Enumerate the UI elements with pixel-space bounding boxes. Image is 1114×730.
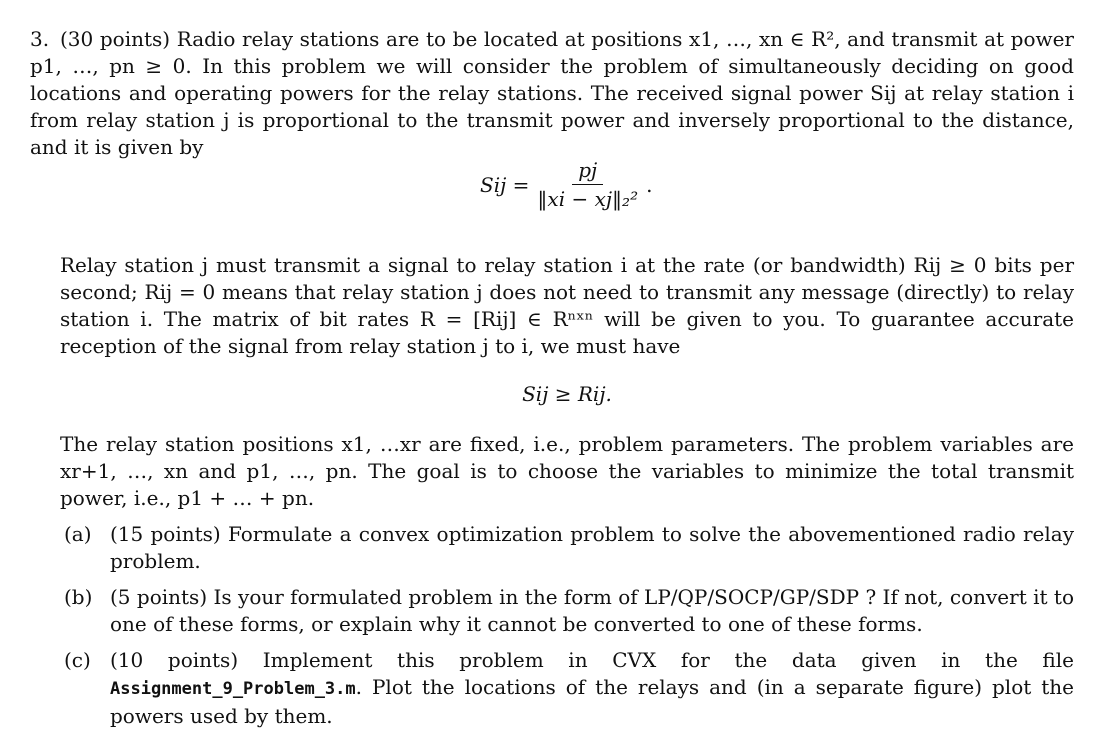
intro-text: (30 points) Radio relay stations are to be located at positions x1, …, xn ∈ R², and transmit at power p1, …, pn ≥ 0. In this problem we will consider the problem of simultaneously deciding on good locations and operating powers for the relay stations. The received signal power Sij at relay station i from relay station j is proportional to the transmit power and inversely proportional to the distance, and it is given by xyxy=(30,27,1074,159)
eq1-lhs: Sij = xyxy=(480,172,530,197)
paragraph-rates: Relay station j must transmit a signal to relay station i at the rate (or bandwidth) Rij ≥ 0 bits per second; Rij = 0 means that relay station j does not need to transmit any message (directly) to relay station i. The matrix of bit rates R = [Rij] ∈ Rⁿˣⁿ will be given to you. To guarantee accurate reception of the signal from relay station j to i, we must have xyxy=(60,253,1074,358)
part-b-label: (b) xyxy=(64,585,93,609)
eq1-numerator: pj xyxy=(572,158,603,185)
paragraph-variables: The relay station positions x1, …xr are fixed, i.e., problem parameters. The problem variables are xr+1, …, xn and p1, …, pn. The goal is to choose the variables to minimize the total transmit power, i.e., p1 + … + pn. xyxy=(60,432,1074,510)
eq1-fraction xyxy=(537,158,638,211)
equation-signal-power xyxy=(0,152,1084,212)
eq1-denominator: ‖xi − xj‖₂² xyxy=(537,187,639,211)
parts-list xyxy=(64,521,1074,730)
data-file-name: Assignment_9_Problem_3.m xyxy=(110,679,356,699)
part-b-text: (5 points) Is your formulated problem in the form of LP/QP/SOCP/GP/SDP ? If not, convert it to one of these forms, or explain why it cannot be converted to one of these forms. xyxy=(110,585,1074,636)
part-a-label: (a) xyxy=(64,522,92,546)
part-c-text-before: (10 points) Implement this problem in CVX for the data given in the file xyxy=(110,648,1074,672)
part-c-label: (c) xyxy=(64,648,91,672)
part-c xyxy=(64,647,1074,730)
part-a-text: (15 points) Formulate a convex optimization problem to solve the abovementioned radio relay problem. xyxy=(110,522,1074,573)
part-b xyxy=(64,584,1074,638)
part-c-text-after: . Plot the locations of the relays and (in a separate figure) plot the powers used by them. xyxy=(110,675,1074,728)
problem-number: 3. xyxy=(30,27,50,51)
part-c-text xyxy=(110,647,1074,730)
eq1-period: . xyxy=(646,172,653,197)
equation-constraint: Sij ≥ Rij. xyxy=(522,382,612,406)
part-a xyxy=(64,521,1074,575)
problem-intro xyxy=(30,26,1074,161)
